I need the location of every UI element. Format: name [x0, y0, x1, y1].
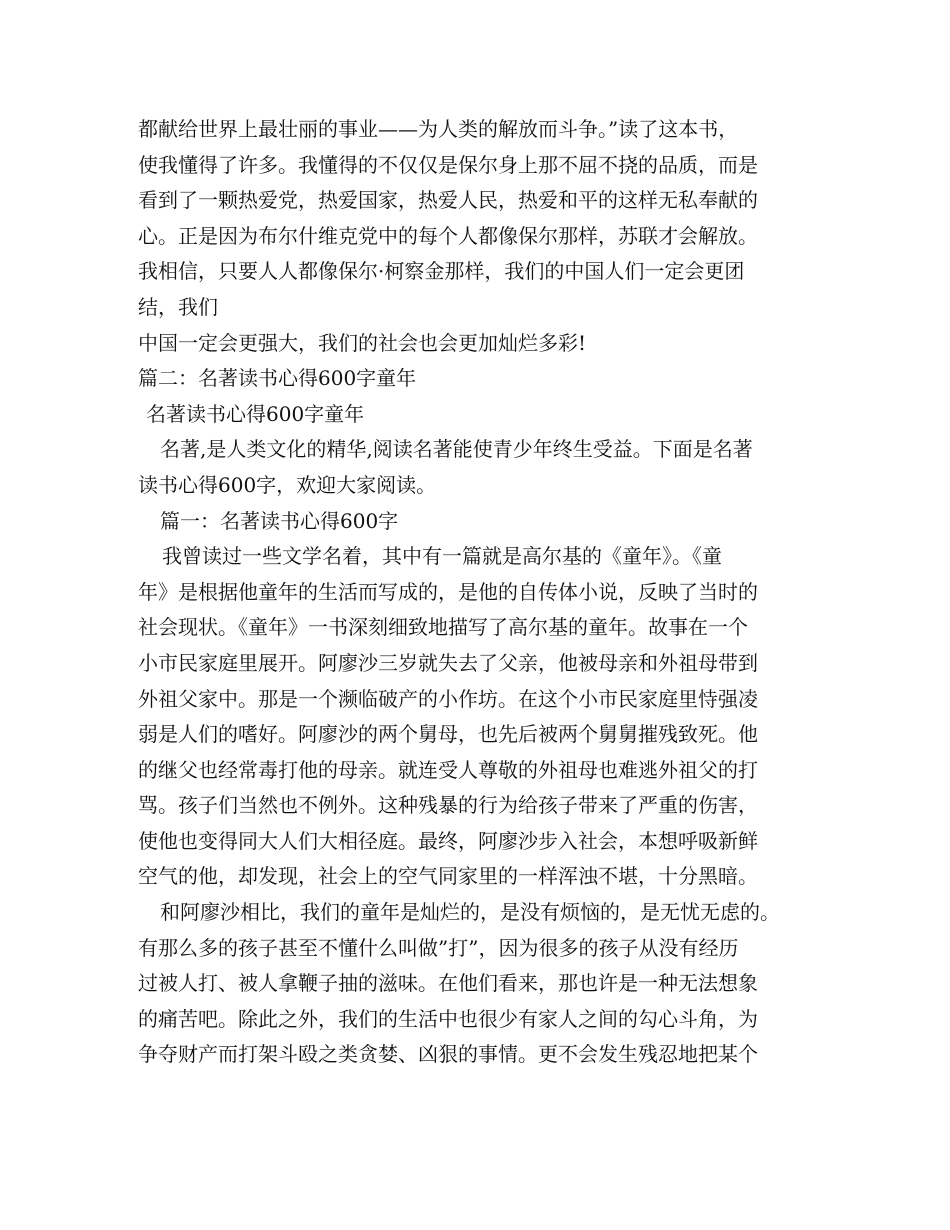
text-line: 空气的他，却发现，社会上的空气同家里的一样浑浊不堪，十分黑暗。 — [138, 864, 758, 889]
subsection-heading: 篇一：名著读书心得600字 — [160, 508, 399, 533]
text-line: 中国一定会更强大，我们的社会也会更加灿烂多彩! — [138, 330, 587, 355]
text-line: 弱是人们的嗜好。阿廖沙的两个舅母，也先后被两个舅舅摧残致死。他 — [138, 722, 758, 747]
text-line: 小市民家庭里展开。阿廖沙三岁就失去了父亲，他被母亲和外祖母带到 — [138, 650, 758, 675]
text-line: 读书心得600字，欢迎大家阅读。 — [138, 472, 437, 497]
text-line: 和阿廖沙相比，我们的童年是灿烂的，是没有烦恼的，是无忧无虑的。 — [160, 900, 780, 925]
text-line: 的痛苦吧。除此之外，我们的生活中也很少有家人之间的勾心斗角，为 — [138, 1006, 758, 1031]
text-line: 使他也变得同大人们大相径庭。最终，阿廖沙步入社会，本想呼吸新鲜 — [138, 828, 758, 853]
text-line: 我相信，只要人人都像保尔·柯察金那样，我们的中国人们一定会更团 — [138, 259, 745, 284]
text-line: 看到了一颗热爱党，热爱国家，热爱人民，热爱和平的这样无私奉献的 — [138, 188, 758, 213]
text-line: 争夺财产而打架斗殴之类贪婪、凶狠的事情。更不会发生残忍地把某个 — [138, 1042, 758, 1067]
text-line: 我曾读过一些文学名着，其中有一篇就是高尔基的《童年》。《童 — [162, 544, 722, 569]
text-line: 的继父也经常毒打他的母亲。就连受人尊敬的外祖母也难逃外祖父的打 — [138, 757, 758, 782]
article-title: 名著读书心得600字童年 — [146, 401, 365, 426]
text-line: 外祖父家中。那是一个濒临破产的小作坊。在这个小市民家庭里恃强凌 — [138, 686, 758, 711]
section-heading: 篇二：名著读书心得600字童年 — [138, 366, 417, 391]
text-line: 结，我们 — [138, 294, 218, 319]
text-line: 社会现状。《童年》一书深刻细致地描写了高尔基的童年。故事在一个 — [138, 615, 748, 640]
text-line: 使我懂得了许多。我懂得的不仅仅是保尔身上那不屈不挠的品质，而是 — [138, 152, 758, 177]
text-line: 过被人打、被人拿鞭子抽的滋味。在他们看来，那也许是一种无法想象 — [138, 971, 758, 996]
text-line: 都献给世界上最壮丽的事业——为人类的解放而斗争。”读了这本书， — [138, 117, 739, 141]
text-line: 骂。孩子们当然也不例外。这种残暴的行为给孩子带来了严重的伤害， — [138, 793, 758, 818]
text-line: 名著,是人类文化的精华,阅读名著能使青少年终生受益。下面是名著 — [160, 437, 753, 462]
text-line: 心。正是因为布尔什维克党中的每个人都像保尔那样，苏联才会解放。 — [138, 223, 758, 248]
body-text — [138, 112, 828, 1073]
text-line: 年》是根据他童年的生活而写成的，是他的自传体小说，反映了当时的 — [138, 579, 758, 604]
text-line: 有那么多的孩子甚至不懂什么叫做”打”，因为很多的孩子从没有经历 — [138, 935, 739, 960]
